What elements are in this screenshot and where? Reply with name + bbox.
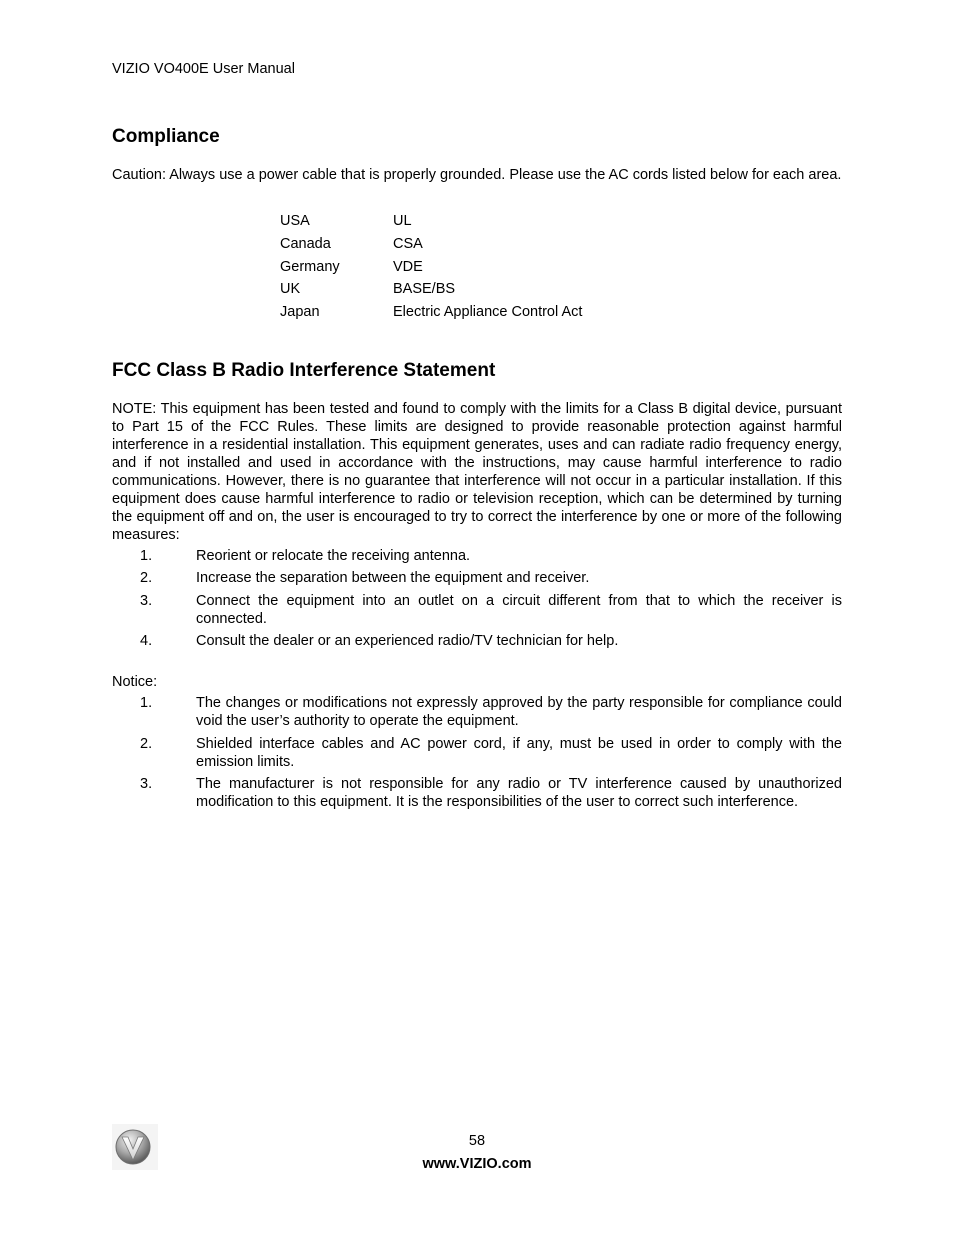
cord-standard: UL (393, 213, 412, 229)
cord-standard: BASE/BS (393, 281, 456, 298)
ac-cord-row (280, 301, 842, 324)
list-text: Shielded interface cables and AC power cord, if any, must be used in order to comply with the emission limits. (196, 735, 842, 770)
notice-list (112, 694, 842, 811)
list-text: The changes or modifications not expressly approved by the party responsible for compliance could void the user’s authority to operate the equipment. (196, 695, 842, 730)
list-number: 1. (140, 695, 153, 712)
list-number: 3. (140, 592, 153, 609)
cord-standard: Electric Appliance Control Act (393, 304, 583, 321)
fcc-note-text: NOTE: This equipment has been tested and found to comply with the limits for a Class B digital device, pursuant to Part 15 of the FCC Rules. These limits are designed to provide reasonable protection against harmful interference in a residential installation. This equipment generates, uses and can radiate radio frequency energy, and if not installed and used in accordance with the instructions, may cause harmful interference to radio communications. However, there is no guarantee that interference will not occur in a particular installation. If this equipment does cause harmful interference to radio or television reception, which can be determined by turning the equipment off and on, the user is encouraged to try to correct the interference by one or more of the following measures: (112, 400, 842, 543)
ac-cord-row (280, 233, 842, 256)
page-number: 58 (468, 1133, 486, 1149)
website-url: www.VIZIO.com (422, 1156, 532, 1172)
list-item (112, 735, 842, 771)
cord-region: Canada (280, 235, 331, 252)
list-item (112, 694, 842, 730)
list-text: Connect the equipment into an outlet on a circuit different from that to which the receiver is connected. (196, 592, 842, 627)
list-number: 2. (140, 735, 153, 752)
list-number: 2. (140, 570, 153, 587)
document-header: VIZIO VO400E User Manual (112, 61, 295, 77)
list-number: 4. (140, 633, 153, 650)
compliance-heading: Compliance (112, 126, 220, 147)
list-text: The manufacturer is not responsible for any radio or TV interference caused by unauthorized modification to this equipment. It is the responsibilities of the user to correct such interference. (196, 776, 842, 811)
fcc-measures-list (112, 547, 842, 651)
caution-text: Caution: Always use a power cable that is properly grounded. Please use the AC cords listed below for each area. (112, 167, 842, 183)
list-item (112, 569, 842, 587)
cord-region: UK (280, 281, 301, 298)
cord-region: Germany (280, 258, 340, 275)
ac-cord-table (280, 210, 842, 324)
ac-cord-row (280, 210, 842, 233)
list-number: 1. (140, 547, 153, 564)
list-item (112, 775, 842, 811)
fcc-heading: FCC Class B Radio Interference Statement (112, 359, 496, 381)
cord-region: Japan (280, 304, 320, 321)
list-number: 3. (140, 776, 153, 793)
page-content (112, 124, 842, 816)
ac-cord-row (280, 278, 842, 301)
ac-cord-row (280, 256, 842, 279)
list-text: Reorient or relocate the receiving antenna. (196, 547, 471, 564)
cord-standard: CSA (393, 235, 423, 252)
notice-label: Notice: (112, 674, 158, 691)
cord-standard: VDE (393, 258, 423, 275)
list-item (112, 547, 842, 565)
list-text: Increase the separation between the equipment and receiver. (196, 570, 590, 587)
cord-region: USA (280, 213, 310, 229)
list-item (112, 592, 842, 628)
list-item (112, 632, 842, 650)
list-text: Consult the dealer or an experienced radio/TV technician for help. (196, 633, 619, 650)
